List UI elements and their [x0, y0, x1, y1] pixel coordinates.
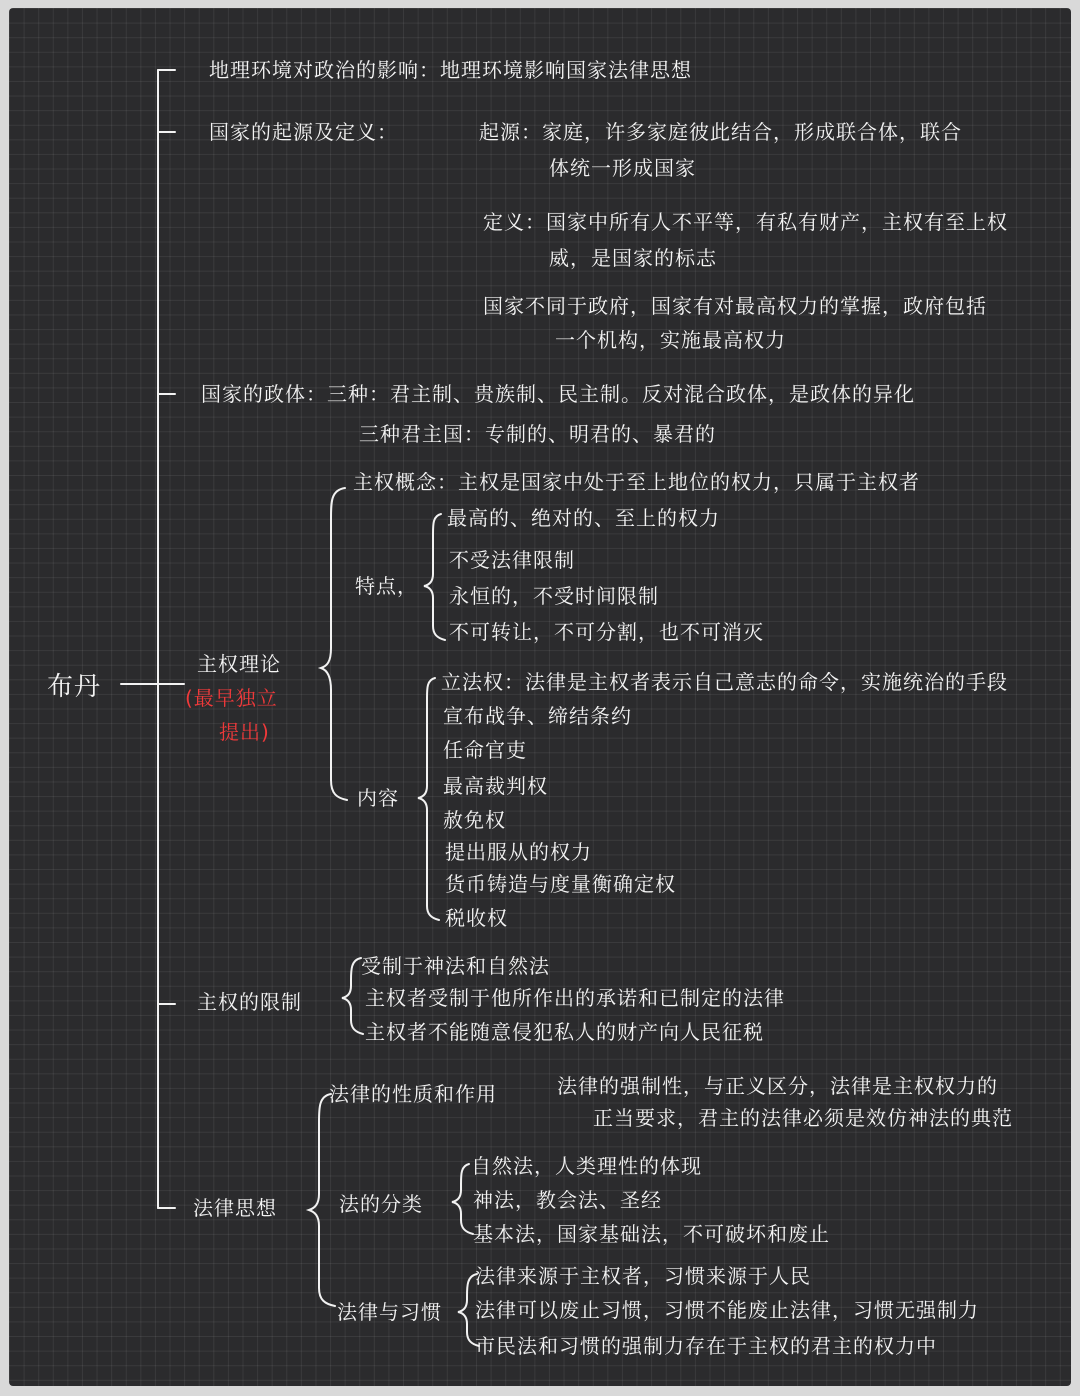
node-polity: 国家的政体：三种：君主制、贵族制、民主制。反对混合政体，是政体的异化	[201, 382, 915, 406]
origin-text-2: 体统一形成国家	[549, 156, 696, 180]
content-item: 赦免权	[443, 808, 506, 832]
node-geography: 地理环境对政治的影响：地理环境影响国家法律思想	[209, 58, 692, 82]
node-sovereignty-label: 主权理论	[197, 652, 281, 676]
law-class-item: 自然法，人类理性的体现	[471, 1154, 702, 1178]
law-nature-label: 法律的性质和作用	[329, 1082, 497, 1106]
content-label: 内容	[357, 786, 399, 810]
law-custom-item: 市民法和习惯的强制力存在于主权的君主的权力中	[475, 1334, 937, 1358]
content-item: 提出服从的权力	[445, 840, 592, 864]
root-node: 布丹	[47, 672, 102, 702]
node-origin-label: 国家的起源及定义：	[209, 120, 398, 144]
mind-map-board	[9, 8, 1071, 1386]
law-nature-text-2: 正当要求，君主的法律必须是效仿神法的典范	[593, 1106, 1013, 1130]
sovereignty-concept: 主权概念：主权是国家中处于至上地位的权力，只属于主权者	[353, 470, 920, 494]
node-law-label: 法律思想	[193, 1196, 277, 1220]
definition-text-1: 定义：国家中所有人不平等，有私有财产，主权有至上权	[483, 210, 1008, 234]
sovereignty-note-1: (最早独立	[185, 686, 278, 710]
law-class-label: 法的分类	[339, 1192, 423, 1216]
node-limits-label: 主权的限制	[197, 990, 302, 1014]
trait-item: 永恒的，不受时间限制	[449, 584, 659, 608]
origin-text-1: 起源：家庭，许多家庭彼此结合，形成联合体，联合	[479, 120, 962, 144]
traits-label: 特点，	[355, 574, 418, 598]
law-custom-item: 法律来源于主权者，习惯来源于人民	[475, 1264, 811, 1288]
law-nature-text-1: 法律的强制性，与正义区分，法律是主权权力的	[557, 1074, 998, 1098]
government-text-2: 一个机构，实施最高权力	[555, 328, 786, 352]
law-class-item: 基本法，国家基础法，不可破坏和废止	[473, 1222, 830, 1246]
law-custom-item: 法律可以废止习惯，习惯不能废止法律，习惯无强制力	[475, 1298, 979, 1322]
content-item: 税收权	[445, 906, 508, 930]
content-item: 任命官吏	[443, 738, 527, 762]
content-item: 货币铸造与度量衡确定权	[445, 872, 676, 896]
limit-item: 受制于神法和自然法	[361, 954, 550, 978]
limit-item: 主权者受制于他所作出的承诺和已制定的法律	[365, 986, 785, 1010]
trait-item: 不受法律限制	[449, 548, 575, 572]
content-item: 宣布战争、缔结条约	[443, 704, 632, 728]
content-item: 最高裁判权	[443, 774, 548, 798]
law-class-item: 神法，教会法、圣经	[473, 1188, 662, 1212]
limit-item: 主权者不能随意侵犯私人的财产向人民征税	[365, 1020, 764, 1044]
law-custom-label: 法律与习惯	[337, 1300, 442, 1324]
trait-item: 不可转让，不可分割，也不可消灭	[449, 620, 764, 644]
sovereignty-note-2: 提出)	[219, 720, 270, 744]
polity-monarchies: 三种君主国：专制的、明君的、暴君的	[359, 422, 716, 446]
trait-item: 最高的、绝对的、至上的权力	[447, 506, 720, 530]
definition-text-2: 威，是国家的标志	[549, 246, 717, 270]
government-text-1: 国家不同于政府，国家有对最高权力的掌握，政府包括	[483, 294, 987, 318]
content-item: 立法权：法律是主权者表示自己意志的命令，实施统治的手段	[441, 670, 1008, 694]
